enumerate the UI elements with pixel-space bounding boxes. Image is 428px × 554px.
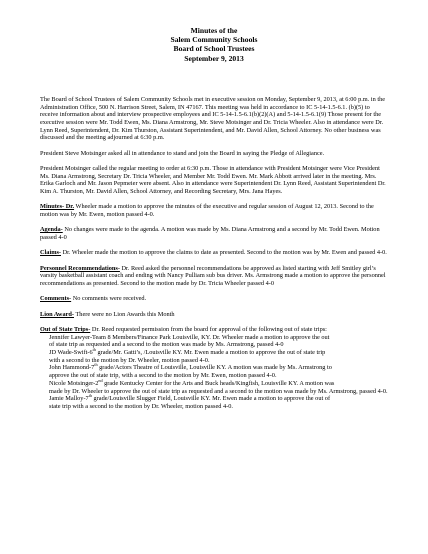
document-title	[40, 26, 388, 63]
trips-label: Out of State Trips-	[40, 325, 91, 333]
trip-line-rest: grade/Actors Theatre of Louisville, Louisville KY. A motion was made by Ms. Armstrong to	[97, 364, 332, 372]
call-to-order-paragraph: President Motsinger called the regular meeting to order at 6:30 p.m. Those in attendance with President Motsinger were Vice President Ms. Diana Armstrong, Secretary Dr. Tricia Wheeler, and Member Mr. Todd Ewen. Mr. Mark Abbott arrived later in the meeting. Mrs. Erika Garloch and Mr. Jason Pepmeier were absent. Also in attendance were Superintendent Dr. Lynn Reed, Assistant Superintendent Dr. Kim A. Thurston, Mr. David Allen, School Attorney, and Recording Secretary, Mrs. Jana Hayes.	[40, 164, 386, 196]
title-line-2: Salem Community Schools	[170, 35, 258, 45]
trip-line-continued: approve the out of state trip, with a second to the motion by Mr. Ewen, motion passed 4-0.	[49, 372, 277, 380]
personnel-text: Dr. Reed asked the personnel recommendations be approved as listed starting with Jeff Smitley girl’s varsity basketball assistant coach and ending with Nancy Pulliam sub bus driver. Ms. Armstrong made a motion to approve the personnel recommendations as presented. Second to the motion made by Dr. Tricia Wheeler passed 4-0	[40, 264, 386, 288]
intro-paragraph: The Board of School Trustees of Salem Community Schools met in executive session on Monday, September 9, 2013, at 6:00 p.m. in the Administration Office, 500 N. Harrison Street, Salem, IN 47167. This meeting was held in accordance to IC 5-14-1.5-6.1. (b)(5) to receive information about and interview prospective employees and IC 5-14-1.5-6.1(b)(2)(A) and 5-14-1.5-6.1(9) Those present for the executive session were Mr. Todd Ewen, Ms. Diana Armstrong, Mr. Steve Motsinger and Dr. Tricia Wheeler. Also in attendance were Dr. Lynn Reed, Superintendent, Dr. Kim Thurston, Assistant Superintendent, and Mr. David Allen, School Attorney. No other business was discussed and the meeting adjourned at 6:30 p.m.	[40, 95, 386, 142]
agenda-text: No changes were made to the agenda. A motion was made by Ms. Diana Armstrong and a second by Mr. Todd Ewen. Motion passed 4-0	[40, 226, 380, 242]
trip-line: JD Wade-Swift-6	[49, 349, 93, 357]
minutes-text: Wheeler made a motion to approve the minutes of the executive and regular session of August 12, 2013. Second to the motion was by Mr. Ewen, motion passed 4-0.	[40, 203, 374, 219]
trip-line-rest: grade/Mr. Gatti’s, /Louisville KY. Mr. Ewen made a motion to approve the out of state trip	[95, 349, 326, 357]
out-of-state-trips-section	[40, 326, 388, 411]
trip-item	[49, 395, 388, 410]
trip-line-rest: grade Kentucky Center for the Arts and Buck heads/Kingfish, Louisville KY. A motion was	[102, 379, 335, 387]
trip-line-continued: made by Dr. Wheeler to approve the out of state trip as requested and a second to the motion was made by Ms. Armstrong, passed 4-0.	[49, 387, 388, 395]
trip-line-continued: with a second to the motion by Dr. Wheeler, motion passed 4-0.	[49, 356, 210, 364]
title-line-3: Board of School Trustees	[173, 44, 255, 54]
lion-award-label: Lion Award-	[40, 310, 74, 318]
trip-item	[49, 377, 388, 395]
ordinal-suffix: th	[92, 346, 96, 352]
minutes-label: Minutes- Dr.	[40, 203, 75, 211]
trip-line: Nicole Motsinger-2	[49, 379, 99, 387]
claims-label: Claims-	[40, 249, 61, 257]
pledge-paragraph: President Steve Motsinger asked all in attendance to stand and join the Board in saying the Pledge of Allegiance.	[40, 149, 325, 157]
trip-line: Jennifer Lawyer-Team 8 Members/Finance Park Louisville, KY. Dr. Wheeler made a motion to approve the out	[49, 333, 330, 341]
title-line-4: September 9, 2013	[184, 53, 244, 63]
trips-text: Dr. Reed requested permission from the board for approval of the following out of state trips:	[90, 325, 327, 333]
lion-award-text: There were no Lion Awards this Month	[74, 310, 175, 318]
minutes-section	[40, 203, 388, 218]
lion-award-section	[40, 311, 388, 319]
claims-text: Dr. Wheeler made the motion to approve the claims to date as presented. Second to the motion was by Mr. Ewen and passed 4-0.	[61, 249, 387, 257]
personnel-label: Personnel Recommendations-	[40, 264, 120, 272]
ordinal-suffix: th	[94, 362, 98, 368]
ordinal-suffix: th	[88, 393, 92, 399]
claims-section	[40, 249, 388, 257]
comments-text: No comments were received.	[71, 295, 147, 303]
trip-line-continued: of state trip as requested and a second to the motion was made by Ms. Armstrong, passed 4-0	[49, 341, 284, 349]
comments-section	[40, 295, 388, 303]
comments-label: Comments-	[40, 295, 72, 303]
trip-line: John Hammond-7	[49, 364, 95, 372]
personnel-section	[40, 265, 388, 288]
ordinal-suffix: nd	[98, 377, 103, 383]
trip-line: Jamie Malloy-7	[49, 395, 89, 403]
trip-item	[49, 346, 388, 364]
trips-intro	[40, 326, 388, 334]
title-line-1: Minutes of the	[190, 26, 238, 35]
trip-item	[49, 334, 388, 349]
trip-line-rest: grade/Louisville Slugger Field, Louisville KY. Mr. Ewen made a motion to approve the out of	[91, 395, 331, 403]
agenda-label: Agenda-	[40, 226, 63, 234]
agenda-section	[40, 226, 388, 241]
trip-line-continued: state trip with a second to the motion by Dr. Wheeler, motion passed 4-0.	[49, 402, 233, 410]
